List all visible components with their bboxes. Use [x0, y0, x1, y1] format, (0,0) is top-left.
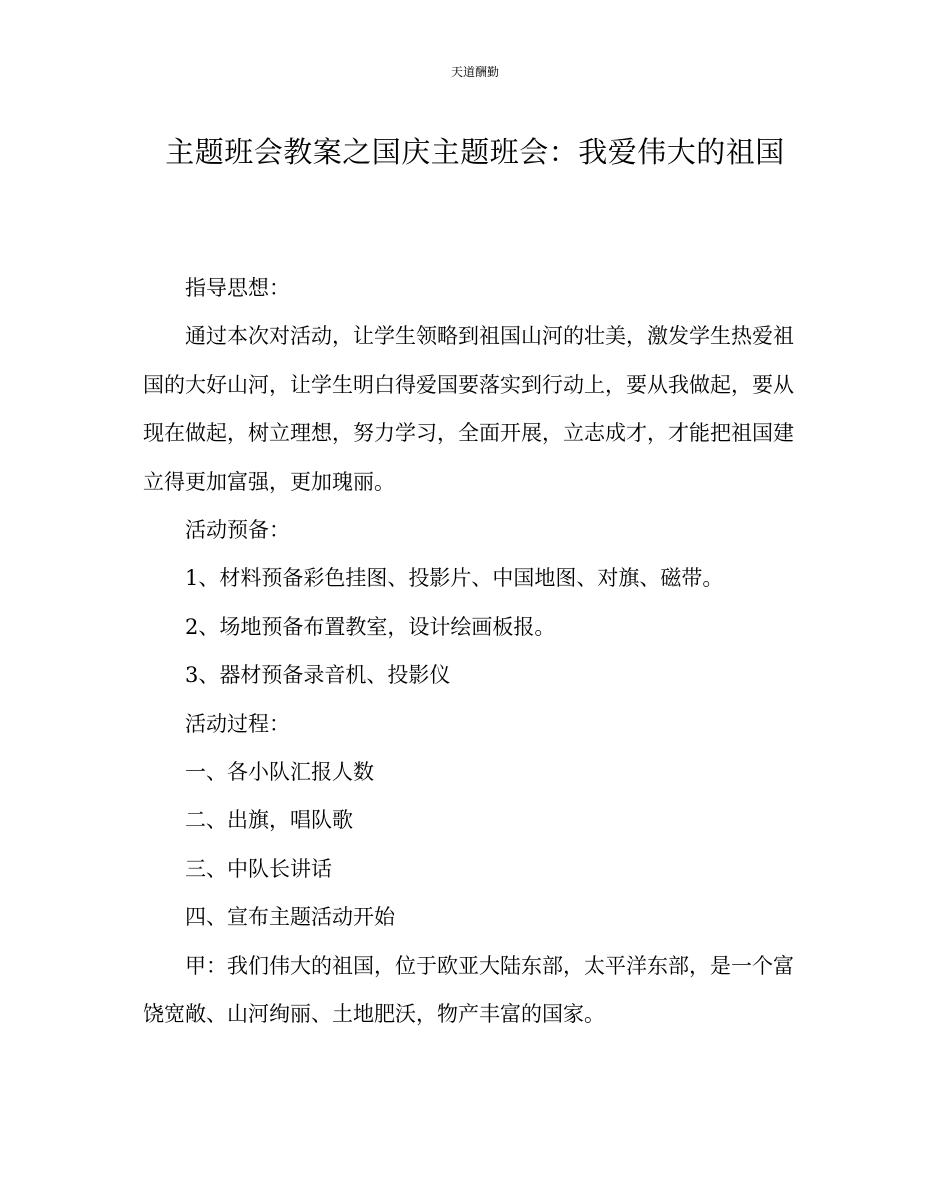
paragraph: 三、中队长讲话 [185, 856, 332, 881]
document-title: 主题班会教案之国庆主题班会：我爱伟大的祖国 [165, 135, 785, 169]
paragraph: 二、出旗，唱队歌 [185, 808, 353, 833]
document-body [143, 264, 807, 1039]
paragraph: 四、宣布主题活动开始 [185, 905, 395, 930]
paragraph: 指导思想： [185, 276, 290, 300]
paragraph: 1、材料预备彩色挂图、投影片、中国地图、对旗、磁带。 [185, 566, 724, 591]
paragraph: 通过本次对活动，让学生领略到祖国山河的壮美，激发学生热爱祖国的大好山河，让学生明白得爱国要落实到行动上，要从我做起，要从现在做起，树立理想，努力学习，全面开展，立志成才，才能把祖国建立得更加富强，更加瑰丽。 [143, 324, 794, 494]
page-header: 天道酬勤 [450, 65, 499, 79]
paragraph: 3、器材预备录音机、投影仪 [185, 663, 451, 688]
paragraph: 2、场地预备布置教室，设计绘画板报。 [185, 614, 556, 639]
paragraph: 活动预备： [185, 518, 290, 543]
paragraph: 一、各小队汇报人数 [185, 760, 374, 785]
paragraph: 活动过程： [185, 711, 290, 736]
paragraph: 甲：我们伟大的祖国，位于欧亚大陆东部，太平洋东部，是一个富饶宽敞、山河绚丽、土地肥沃，物产丰富的国家。 [143, 953, 794, 1027]
